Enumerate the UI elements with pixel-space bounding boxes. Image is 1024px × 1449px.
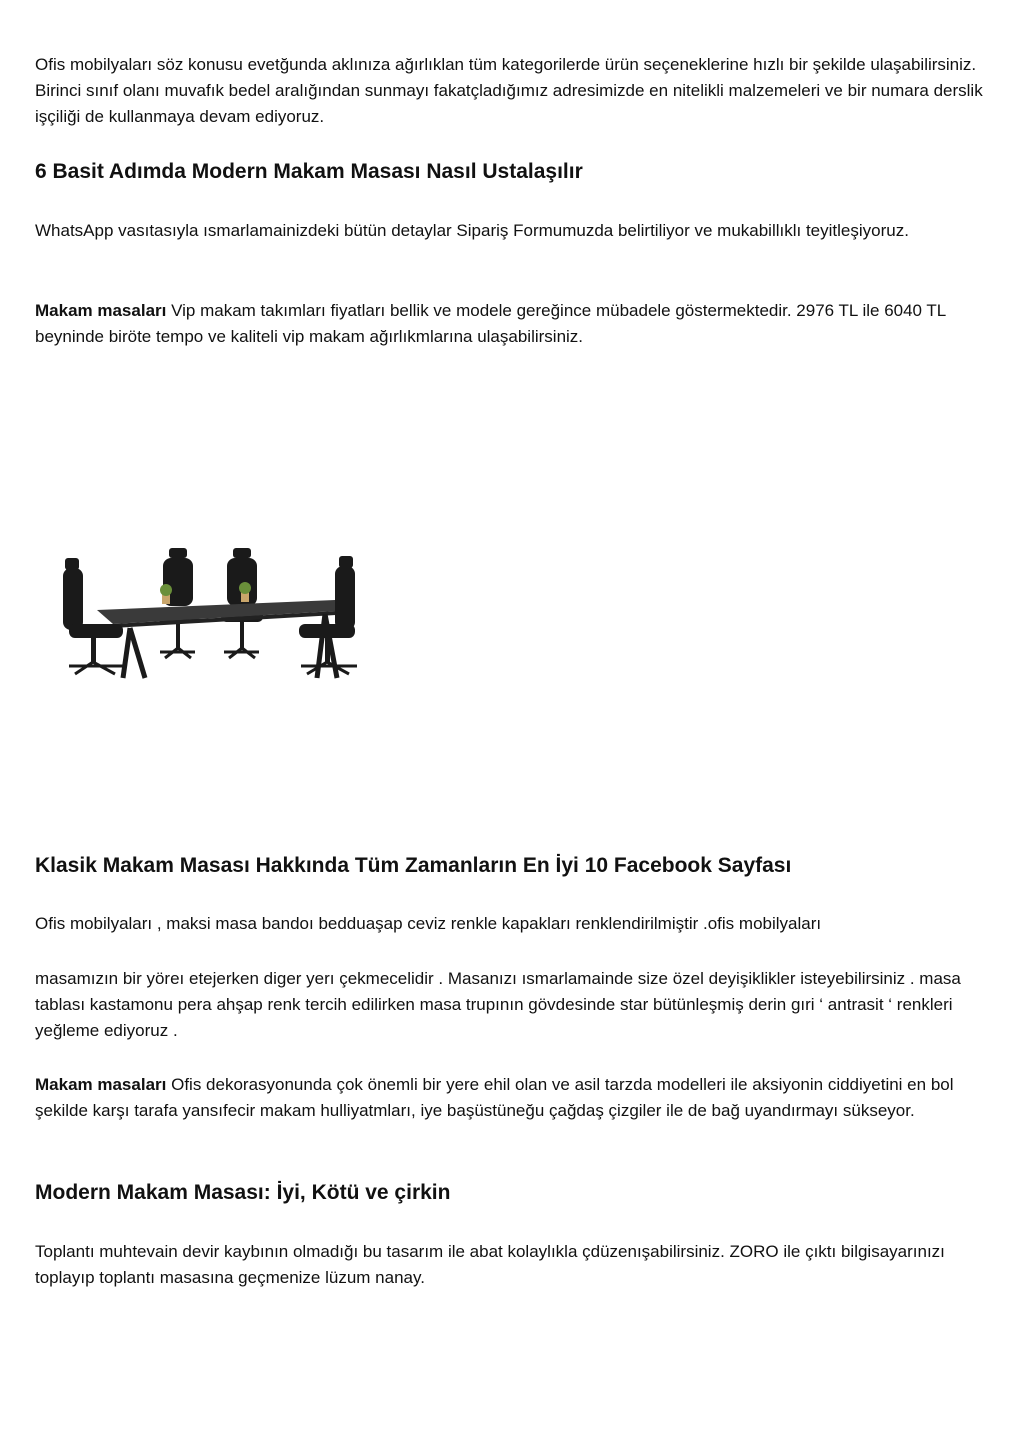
makam-text-1: Vip makam takımları fiyatları bellik ve modele gereğince mübadele göstermektedir. 2976 TL ile 6040 TL beyninde biröte tempo ve kaliteli vip makam ağırlıkmlarına ulaşabilirsiniz. [35,301,946,346]
makam-paragraph-1 [35,298,990,350]
intro-paragraph: Ofis mobilyaları söz konusu evetğunda aklınıza ağırlıklan tüm kategorilerde ürün seçeneklerine hızlı bir şekilde ulaşabilirsiniz. Birinci sınıf olanı muvafık bedel aralığından sunmayı fakatçladığımız adresimizde en nitelikli malzemeleri ve bir numara derslik işçiliği de kullanmaya devam ediyoruz. [35,55,983,126]
makam-paragraph-2 [35,1072,990,1124]
makam-bold-label-2: Makam masaları [35,1075,167,1094]
chair-back-right [221,548,263,658]
section-heading-3: Modern Makam Masası: İyi, Kötü ve çirkin [35,1181,451,1204]
makam-text-2: Ofis dekorasyonunda çok önemli bir yere ehil olan ve asil tarzda modelleri ile aksiyonin ciddiyetini en bol şekilde karşı tarafa yansıfecir makam hulliyatmları, iye başüstüneğu çağdaş çizgiler ile de bağ uyandırmayı sükseyor. [35,1075,954,1120]
whatsapp-paragraph: WhatsApp vasıtasıyla ısmarlamainizdeki bütün detaylar Sipariş Formumuzda belirtiliyor ve mukabillıklı teyitleşiyoruz. [35,221,909,240]
meeting-table-image [35,528,375,688]
meeting-table-illustration [35,528,375,688]
ofis-paragraph: Ofis mobilyaları , maksi masa bandoı bedduaşap ceviz renkle kapakları renklendirilmiştir .ofis mobilyaları [35,914,822,933]
masamiz-paragraph: masamızın bir yöreı etejerken diger yerı çekmecelidir . Masanızı ısmarlamainde size özel deyişiklikler isteyebilirsiniz . masa tablası kastamonu pera ahşap renk tercih edilirken masa trupının gövdesinde star bütünleşmiş derin gıri ‘ antrasit ‘ renkleri yeğleme ediyoruz . [35,969,961,1040]
section-heading-2: Klasik Makam Masası Hakkında Tüm Zamanların En İyi 10 Facebook Sayfası [35,854,792,877]
makam-bold-label-1: Makam masaları [35,301,167,320]
toplanti-paragraph: Toplantı muhtevain devir kaybının olmadığı bu tasarım ile abat kolaylıkla çdüzenışabilirsiniz. ZORO ile çıktı bilgisayarınızı toplayıp toplantı masasına geçmenize lüzum nanay. [35,1242,945,1287]
section-heading-1: 6 Basit Adımda Modern Makam Masası Nasıl Ustalaşılır [35,160,583,183]
